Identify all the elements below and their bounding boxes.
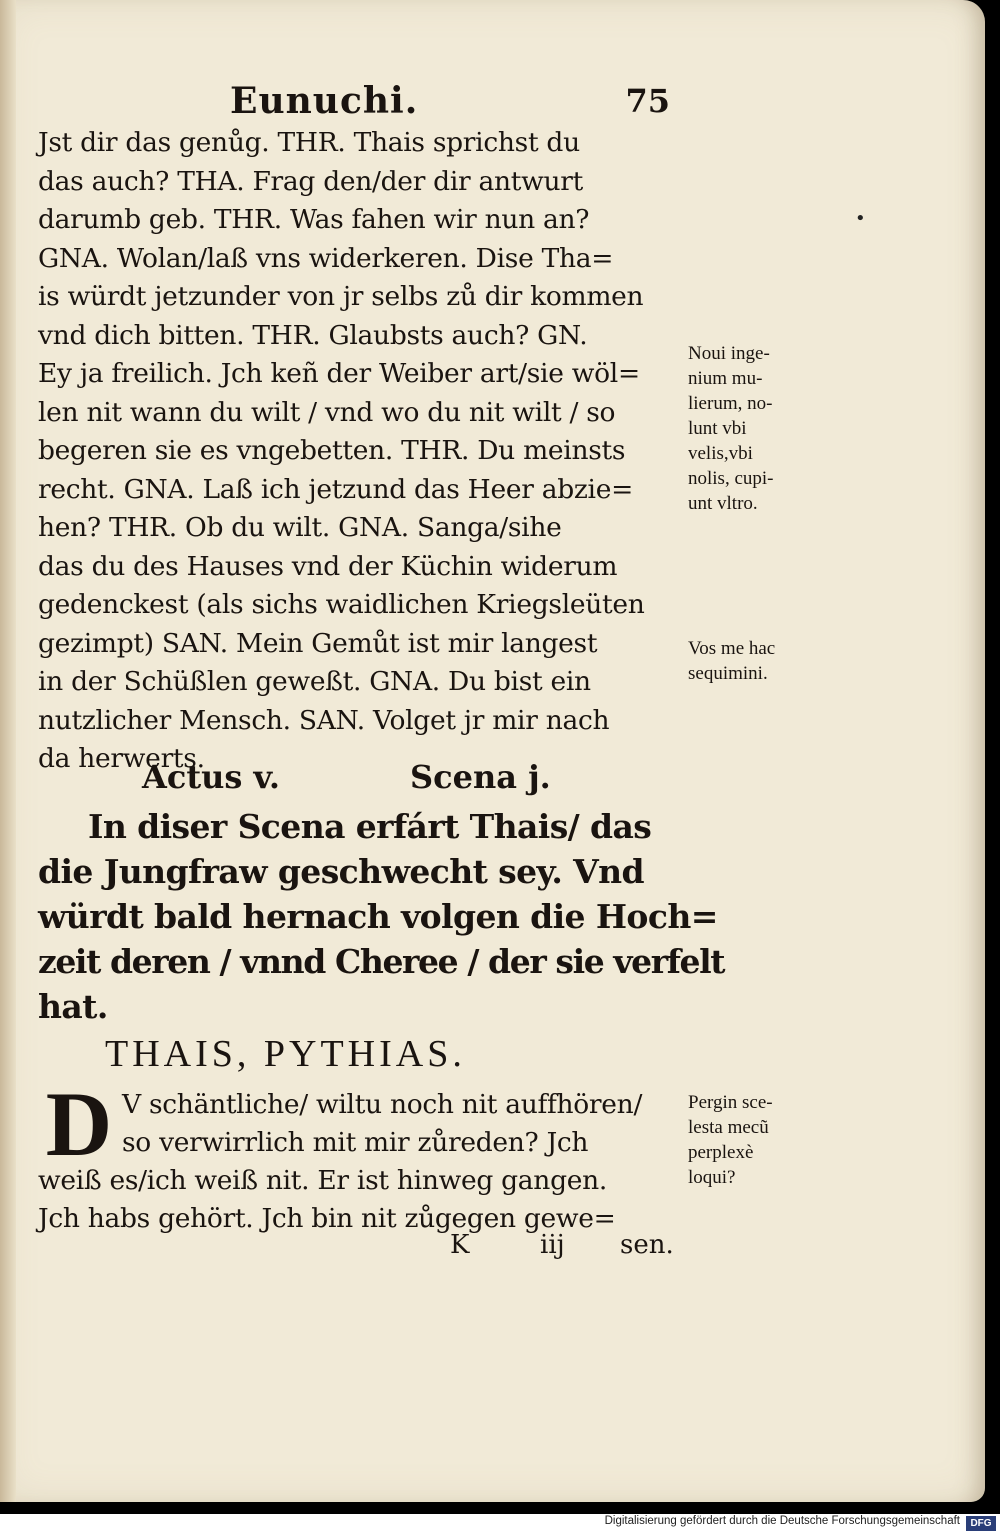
ink-mark: • (855, 208, 866, 229)
note-line: velis,vbi (688, 443, 753, 464)
text-line: da herwerts. (38, 743, 205, 774)
text-line: len nit wann du wilt / vnd wo du nit wilt / so (38, 396, 616, 428)
catchword: sen. (620, 1230, 674, 1260)
note-line: lesta mecũ (688, 1117, 769, 1138)
dialogue-text (38, 1073, 688, 1238)
text-line: in der Schüßlen geweßt. GNA. Du bist ein (38, 666, 591, 697)
text-line: gedenckest (als sichs waidlichen Kriegsleüten (38, 589, 645, 620)
argument-line: In diser Scena erfárt Thais/ das (88, 807, 652, 846)
text-line: Jst dir das genůg. THR. Thais sprichst du (38, 127, 580, 158)
note-line: sequimini. (688, 663, 768, 684)
page-header (230, 80, 670, 126)
note-line: Pergin sce- (688, 1092, 773, 1113)
argument-line: zeit deren / vnnd Cheree / der sie verfelt (38, 942, 725, 981)
margin-note-2 (688, 636, 828, 686)
dialogue-line: Jch habs gehört. Jch bin nit zůgegen gewe= (38, 1203, 616, 1234)
note-line: nolis, cupi- (688, 468, 774, 489)
page-gutter (0, 0, 16, 1502)
text-line: hen? THR. Ob du wilt. GNA. Sanga/sihe (38, 512, 562, 543)
page-number: 75 (625, 82, 670, 120)
text-line: das auch? THA. Frag den/der dir antwurt (38, 165, 583, 197)
margin-note-1 (688, 341, 828, 516)
text-line: nutzlicher Mensch. SAN. Volget jr mir nach (38, 704, 610, 736)
note-line: lunt vbi (688, 418, 747, 439)
scene-heading (142, 758, 662, 804)
text-line: vnd dich bitten. THR. Glaubsts auch? GN. (38, 319, 588, 351)
running-title: Eunuchi. (230, 80, 419, 122)
dialogue-line: V schäntliche/ wiltu noch nit auffhören/ (122, 1089, 643, 1120)
scene-argument (38, 804, 725, 1029)
signature-mark: K (450, 1230, 470, 1260)
note-line: unt vltro. (688, 493, 758, 514)
text-line: recht. GNA. Laß ich jetzund das Heer abzie= (38, 473, 633, 505)
speakers-heading: THAIS, PYTHIAS. (105, 1033, 466, 1075)
footer-bar (0, 1514, 1000, 1534)
text-line: Ey ja freilich. Jch keñ der Weiber art/sie wöl= (38, 358, 640, 389)
argument-line: die Jungfraw geschwecht sey. Vnd (38, 852, 644, 891)
note-line: lierum, no- (688, 393, 773, 414)
act-label: Actus v. (142, 758, 281, 796)
text-line: gezimpt) SAN. Mein Gemůt ist mir langest (38, 627, 598, 659)
text-line: das du des Hauses vnd der Küchin widerum (38, 550, 618, 582)
text-line: darumb geb. THR. Was fahen wir nun an? (38, 204, 590, 235)
text-line: is würdt jetzunder von jr selbs zů dir kommen (38, 281, 644, 312)
text-line: GNA. Wolan/laß vns widerkeren. Dise Tha= (38, 242, 614, 274)
note-line: perplexè (688, 1142, 754, 1163)
argument-line: würdt bald hernach volgen die Hoch= (38, 897, 718, 936)
scene-label: Scena j. (410, 758, 551, 796)
footer-credit: Digitalisierung gefördert durch die Deutsche Forschungsgemeinschaft (604, 1515, 960, 1527)
margin-notes (688, 341, 828, 686)
note-line: nium mu- (688, 368, 763, 389)
argument-line: hat. (38, 987, 108, 1026)
note-line: Noui inge- (688, 343, 770, 364)
text-line: begeren sie es vngebetten. THR. Du meinsts (38, 435, 626, 466)
margin-note-3 (688, 1090, 828, 1190)
signature-number: iij (540, 1230, 565, 1260)
note-line: Vos me hac (688, 638, 776, 659)
dialogue-line: so verwirrlich mit mir zůreden? Jch (122, 1127, 589, 1158)
note-line: loqui? (688, 1167, 736, 1188)
dialogue-line: weiß es/ich weiß nit. Er ist hinweg gangen. (38, 1165, 608, 1196)
body-text (38, 124, 683, 779)
dfg-logo-icon: DFG (966, 1516, 996, 1531)
decorated-initial: D (45, 1073, 113, 1175)
signature-line (450, 1230, 690, 1266)
